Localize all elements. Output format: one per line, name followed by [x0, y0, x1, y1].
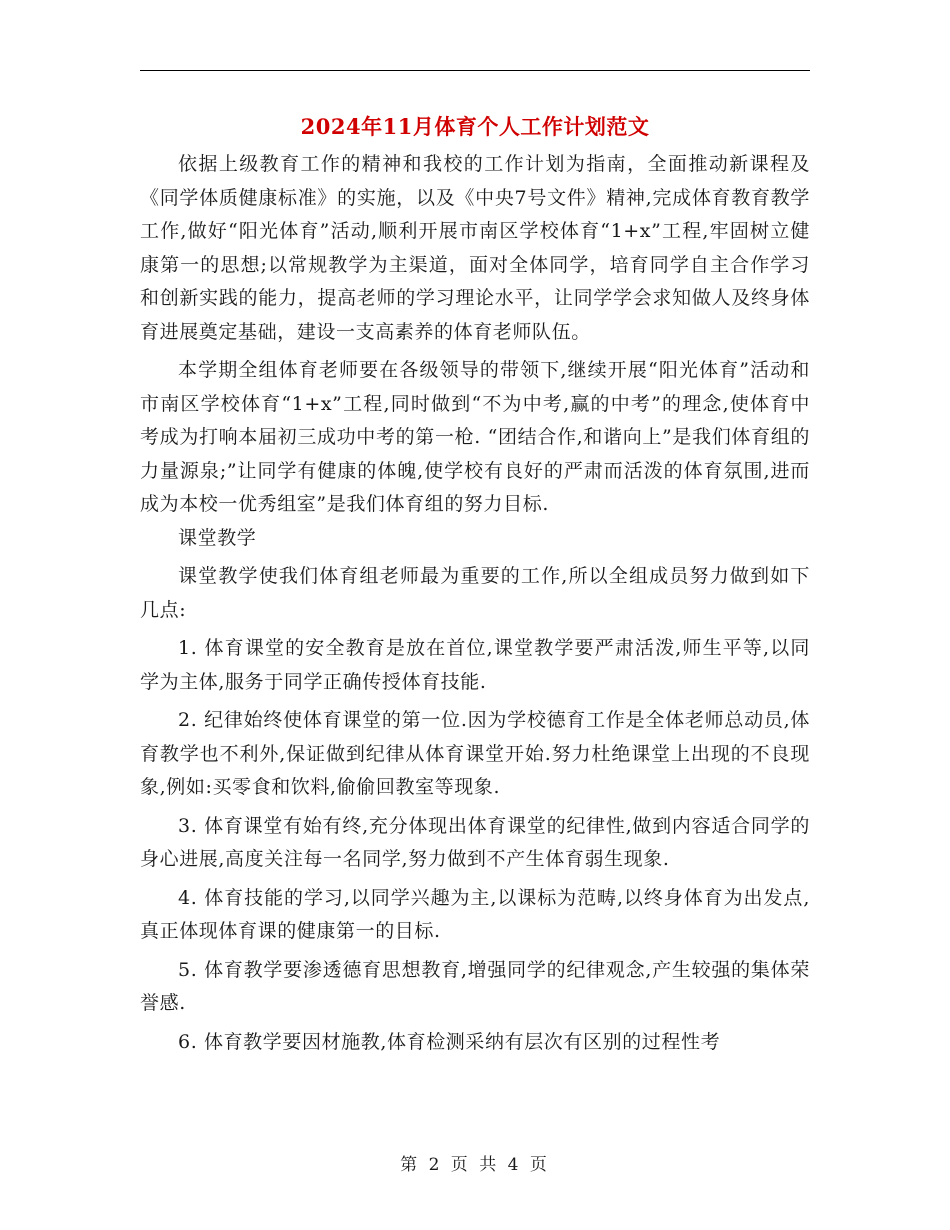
paragraph-intro: 依据上级教育工作的精神和我校的工作计划为指南，全面推动新课程及《同学体质健康标准》的实施，以及《中央7号文件》精神,完成体育教育教学工作,做好“阳光体育”活动,顺利开展市南区学校体育“1+x”工程,牢固树立健康第一的思想;以常规教学为主渠道，面对全体同学，培育同学自主合作学习和创新实践的能力，提高老师的学习理论水平，让同学学会求知做人及终身体育进展奠定基础，建设一支高素养的体育老师队伍。 [140, 153, 810, 343]
section-heading-classroom: 课堂教学 [178, 526, 257, 549]
list-item-5: 5. 体育教学要渗透德育思想教育,增强同学的纪律观念,产生较强的集体荣誉感. [140, 958, 810, 1014]
list-item-6: 6. 体育教学要因材施教,体育检测采纳有层次有区别的过程性考 [178, 1030, 721, 1053]
page-number: 第 2 页 共 4 页 [400, 1155, 550, 1175]
header-rule [140, 70, 810, 71]
document-body [140, 148, 810, 1059]
paragraph-semester-goals: 本学期全组体育老师要在各级领导的带领下,继续开展“阳光体育”活动和市南区学校体育“1+x”工程,同时做到“不为中考,赢的中考”的理念,使体育中考成为打响本届初三成功中考的第一枪. “团结合作,和谐向上”是我们体育组的力量源泉;”让同学有健康的体魄,使学校有良好的严肃而活泼的体育氛围,进而成为本校一优秀组室”是我们体育组的努力目标. [140, 359, 810, 515]
document-title: 2024年11月体育个人工作计划范文 [300, 114, 650, 139]
list-item-1: 1. 体育课堂的安全教育是放在首位,课堂教学要严肃活泼,师生平等,以同学为主体,服务于同学正确传授体育技能. [140, 637, 810, 693]
list-item-2: 2. 纪律始终使体育课堂的第一位.因为学校德育工作是全体老师总动员,体育教学也不利外,保证做到纪律从体育课堂开始.努力杜绝课堂上出现的不良现象,例如:买零食和饮料,偷偷回教室等现象. [140, 709, 810, 798]
list-item-4: 4. 体育技能的学习,以同学兴趣为主,以课标为范畴,以终身体育为出发点,真正体现体育课的健康第一的目标. [140, 886, 810, 942]
list-item-3: 3. 体育课堂有始有终,充分体现出体育课堂的纪律性,做到内容适合同学的身心进展,高度关注每一名同学,努力做到不产生体育弱生现象. [140, 814, 810, 870]
paragraph-classroom-intro: 课堂教学使我们体育组老师最为重要的工作,所以全组成员努力做到如下几点: [140, 565, 810, 621]
